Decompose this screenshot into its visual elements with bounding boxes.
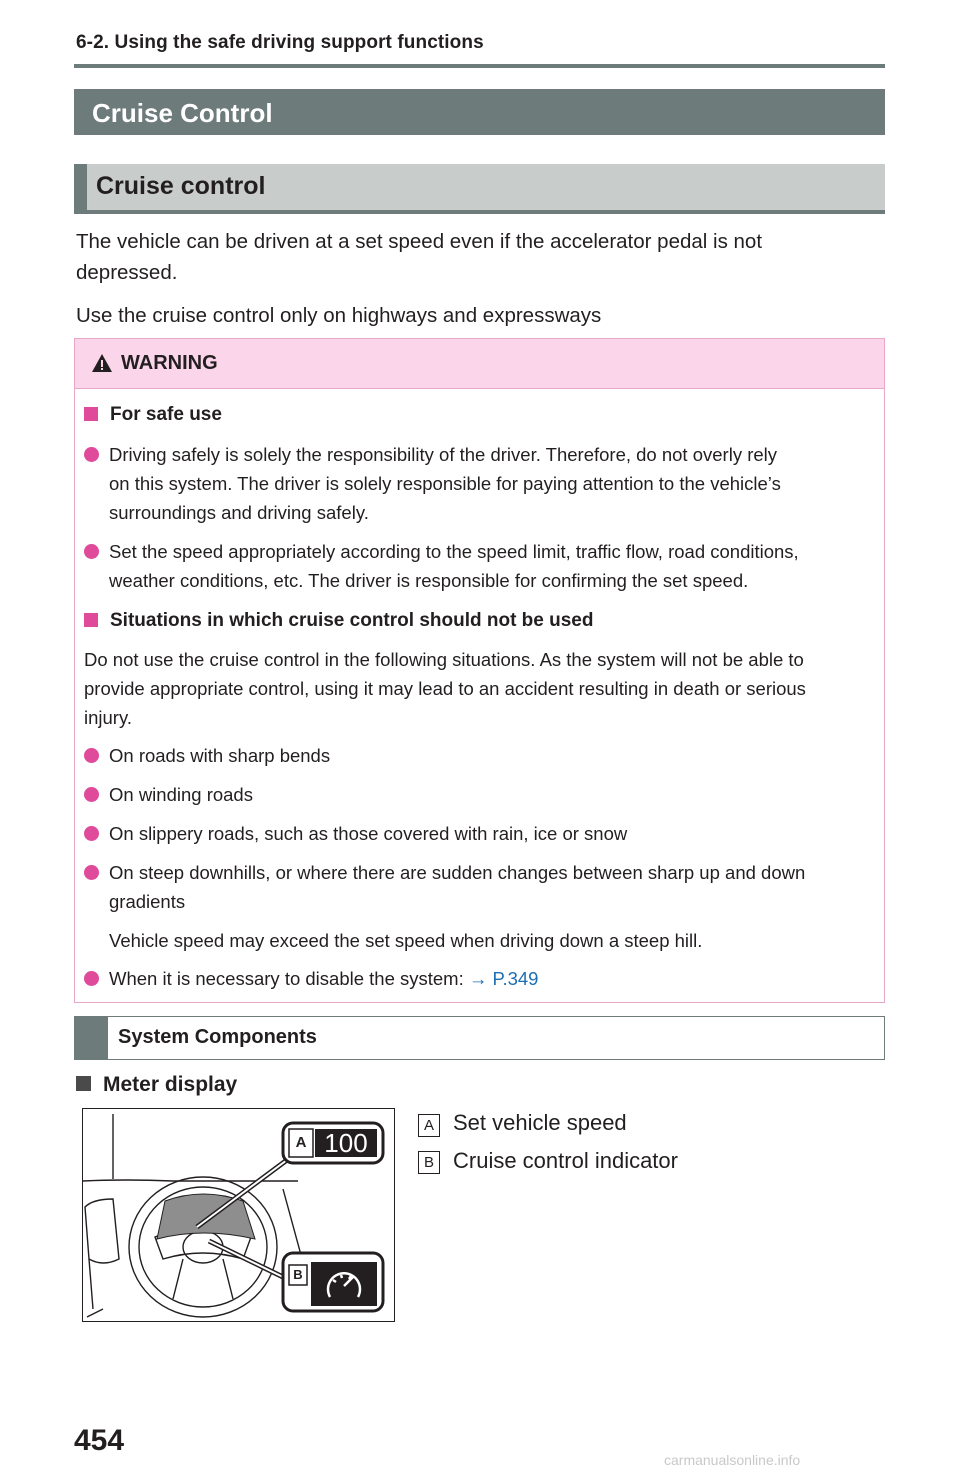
- bullet-dot-icon: [84, 865, 99, 880]
- bullet-1-line-2: on this system. The driver is solely responsible for paying attention to the vehicle’s: [109, 473, 781, 494]
- list-item-5-text: When it is necessary to disable the system:: [109, 968, 464, 989]
- bullet-dot-icon: [84, 971, 99, 986]
- list-item-3: On slippery roads, such as those covered with rain, ice or snow: [109, 823, 628, 844]
- list-item-4-line-2: gradients: [109, 891, 186, 912]
- intro-paragraph-2: Use the cruise control only on highways and expressways: [76, 304, 602, 327]
- warning-triangle-icon: [91, 353, 113, 373]
- warning-subheading-2: [84, 605, 593, 635]
- subsection-marker: [74, 164, 87, 210]
- meter-display-title: Meter display: [103, 1073, 238, 1096]
- page-reference-link[interactable]: → P.349: [468, 968, 539, 989]
- intro-line-2: depressed.: [76, 261, 178, 284]
- bullet-dot-icon: [84, 447, 99, 462]
- components-title-bar: [74, 1016, 885, 1060]
- section-title: Cruise Control: [92, 98, 273, 128]
- list-item-4-note: Vehicle speed may exceed the set speed when driving down a steep hill.: [109, 930, 703, 951]
- bullet-dot-icon: [84, 544, 99, 559]
- subsection-title: Cruise control: [96, 172, 266, 200]
- warning-label: WARNING: [121, 352, 218, 374]
- bullet-2-line-1: Set the speed appropriately according to the speed limit, traffic flow, road conditions,: [109, 541, 799, 562]
- subheading-text: For safe use: [110, 404, 222, 425]
- components-title: System Components: [118, 1026, 317, 1048]
- square-bullet-icon: [84, 407, 98, 421]
- meter-display-heading: [76, 1073, 237, 1097]
- legend-item-b: Cruise control indicator: [453, 1148, 678, 1173]
- bullet-1-line-1: Driving safely is solely the responsibility of the driver. Therefore, do not overly rely: [109, 444, 778, 465]
- paragraph-line-3: injury.: [84, 707, 132, 728]
- paragraph-line-1: Do not use the cruise control in the following situations. As the system will not be able to: [84, 649, 804, 670]
- bullet-dot-icon: [84, 748, 99, 763]
- figure-label-a: A: [295, 1134, 307, 1151]
- bullet-2-line-2: weather conditions, etc. The driver is responsible for confirming the set speed.: [109, 570, 749, 591]
- legend-label-a: A: [418, 1114, 440, 1137]
- square-bullet-icon: [84, 613, 98, 627]
- intro-line-1: The vehicle can be driven at a set speed even if the accelerator pedal is not: [76, 230, 763, 253]
- list-item-2: On winding roads: [109, 784, 253, 805]
- legend-item-a: Set vehicle speed: [453, 1110, 627, 1135]
- warning-subheading-1: [84, 399, 222, 429]
- running-head: 6-2. Using the safe driving support functions: [76, 32, 484, 53]
- set-speed-readout: 100: [324, 1128, 368, 1158]
- bullet-dot-icon: [84, 787, 99, 802]
- header-rule: [74, 64, 885, 68]
- page-number: 454: [74, 1424, 125, 1457]
- watermark: carmanualsonline.info: [664, 1452, 801, 1468]
- list-item-5: [109, 964, 538, 993]
- warning-header: [75, 339, 884, 389]
- legend-label-b: B: [418, 1151, 440, 1174]
- list-item-4-line-1: On steep downhills, or where there are sudden changes between sharp up and down: [109, 862, 806, 883]
- components-marker: [75, 1017, 108, 1059]
- bullet-1-line-3: surroundings and driving safely.: [109, 502, 369, 523]
- meter-illustration: [82, 1108, 395, 1322]
- figure-label-b: B: [293, 1267, 303, 1282]
- list-item-1: On roads with sharp bends: [109, 745, 331, 766]
- subsection-title-bar: [74, 164, 885, 214]
- section-title-bar: [74, 89, 885, 135]
- subheading-text: Situations in which cruise control should not be used: [110, 610, 594, 631]
- paragraph-line-2: provide appropriate control, using it may lead to an accident resulting in death or serious: [84, 678, 806, 699]
- square-bullet-icon: [76, 1076, 91, 1091]
- warning-box: [74, 338, 885, 1003]
- bullet-dot-icon: [84, 826, 99, 841]
